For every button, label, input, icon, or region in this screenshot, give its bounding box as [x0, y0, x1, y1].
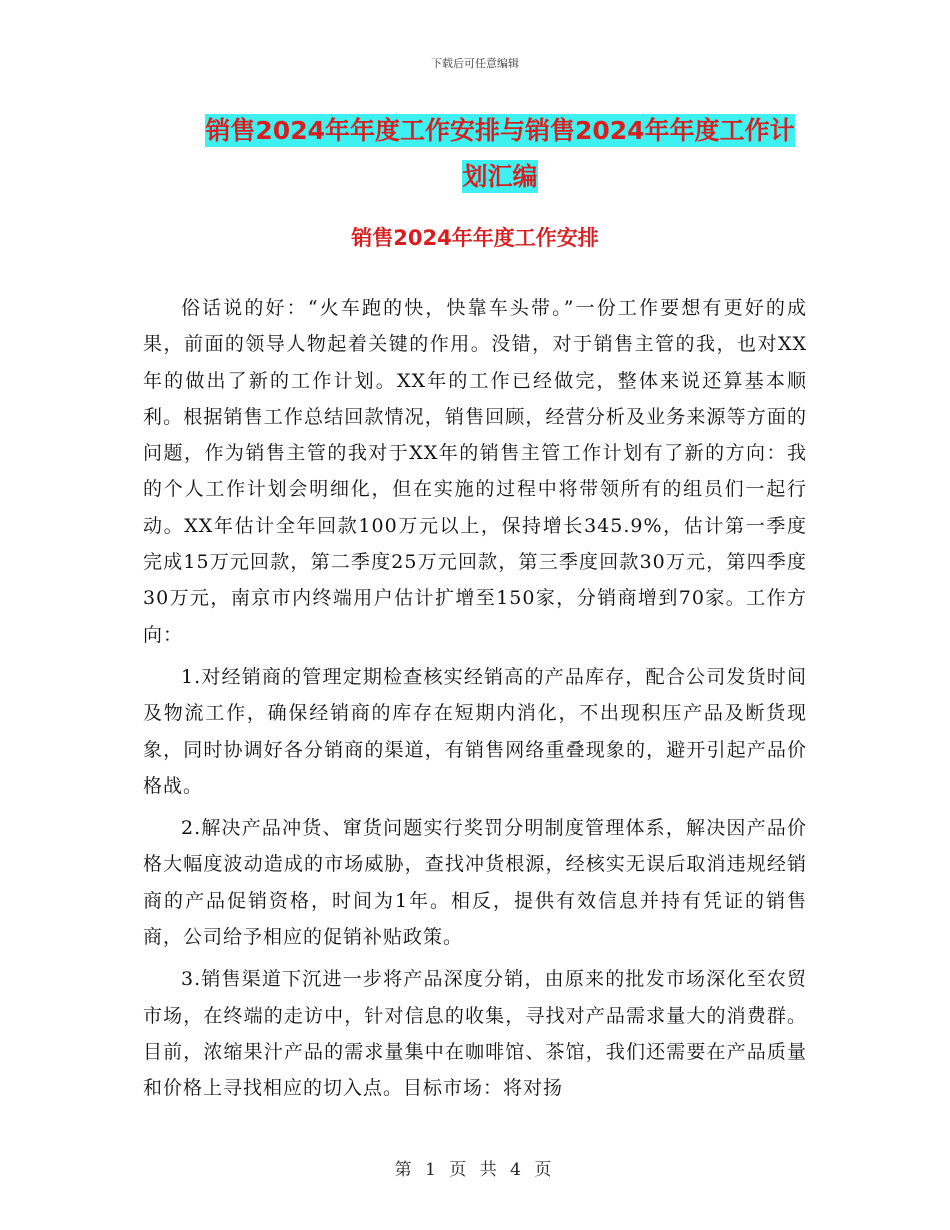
paragraph-item-2: 2.解决产品冲货、窜货问题实行奖罚分明制度管理体系，解决因产品价格大幅度波动造成的市场威胁，查找冲货根源，经核实无误后取消违规经销商的产品促销资格，时间为1年。相反，提供有效信息并持有凭证的销售商，公司给予相应的促销补贴政策。: [143, 817, 807, 949]
paragraph-intro: 俗话说的好：“火车跑的快，快靠车头带。”一份工作要想有更好的成果，前面的领导人物起着关键的作用。没错，对于销售主管的我，也对XX年的做出了新的工作计划。XX年的工作已经做完，整体来说还算基本顺利。根据销售工作总结回款情况，销售回顾，经营分析及业务来源等方面的问题，作为销售主管的我对于XX年的销售主管工作计划有了新的方向：我的个人工作计划会明细化，但在实施的过程中将带领所有的组员们一起行动。XX年估计全年回款100万元以上，保持增长345.9%，估计第一季度完成15万元回款，第二季度25万元回款，第三季度回款30万元，第四季度30万元，南京市内终端用户估计扩增至150家，分销商增到70家。工作方向：: [143, 297, 807, 646]
document-title: [190, 108, 810, 200]
page-footer: 第 1 页 共 4 页: [394, 1160, 556, 1180]
header-note: 下载后可任意编辑: [431, 57, 519, 70]
document-body: [143, 290, 807, 1113]
paragraph-item-3: 3.销售渠道下沉进一步将产品深度分销，由原来的批发市场深化至农贸市场，在终端的走访中，针对信息的收集，寻找对产品需求量大的消费群。目前，浓缩果汁产品的需求量集中在咖啡馆、茶馆，我们还需要在产品质量和价格上寻找相应的切入点。目标市场：将对扬: [143, 968, 807, 1100]
title-line-1: 销售2024年年度工作安排与销售2024年年度工作计: [205, 116, 795, 145]
title-line-2: 划汇编: [462, 162, 538, 191]
paragraph-item-1: 1.对经销商的管理定期检查核实经销高的产品库存，配合公司发货时间及物流工作，确保经销商的库存在短期内消化，不出现积压产品及断货现象，同时协调好各分销商的渠道，有销售网络重叠现象的，避开引起产品价格战。: [143, 665, 807, 797]
section-title: 销售2024年年度工作安排: [351, 226, 599, 250]
